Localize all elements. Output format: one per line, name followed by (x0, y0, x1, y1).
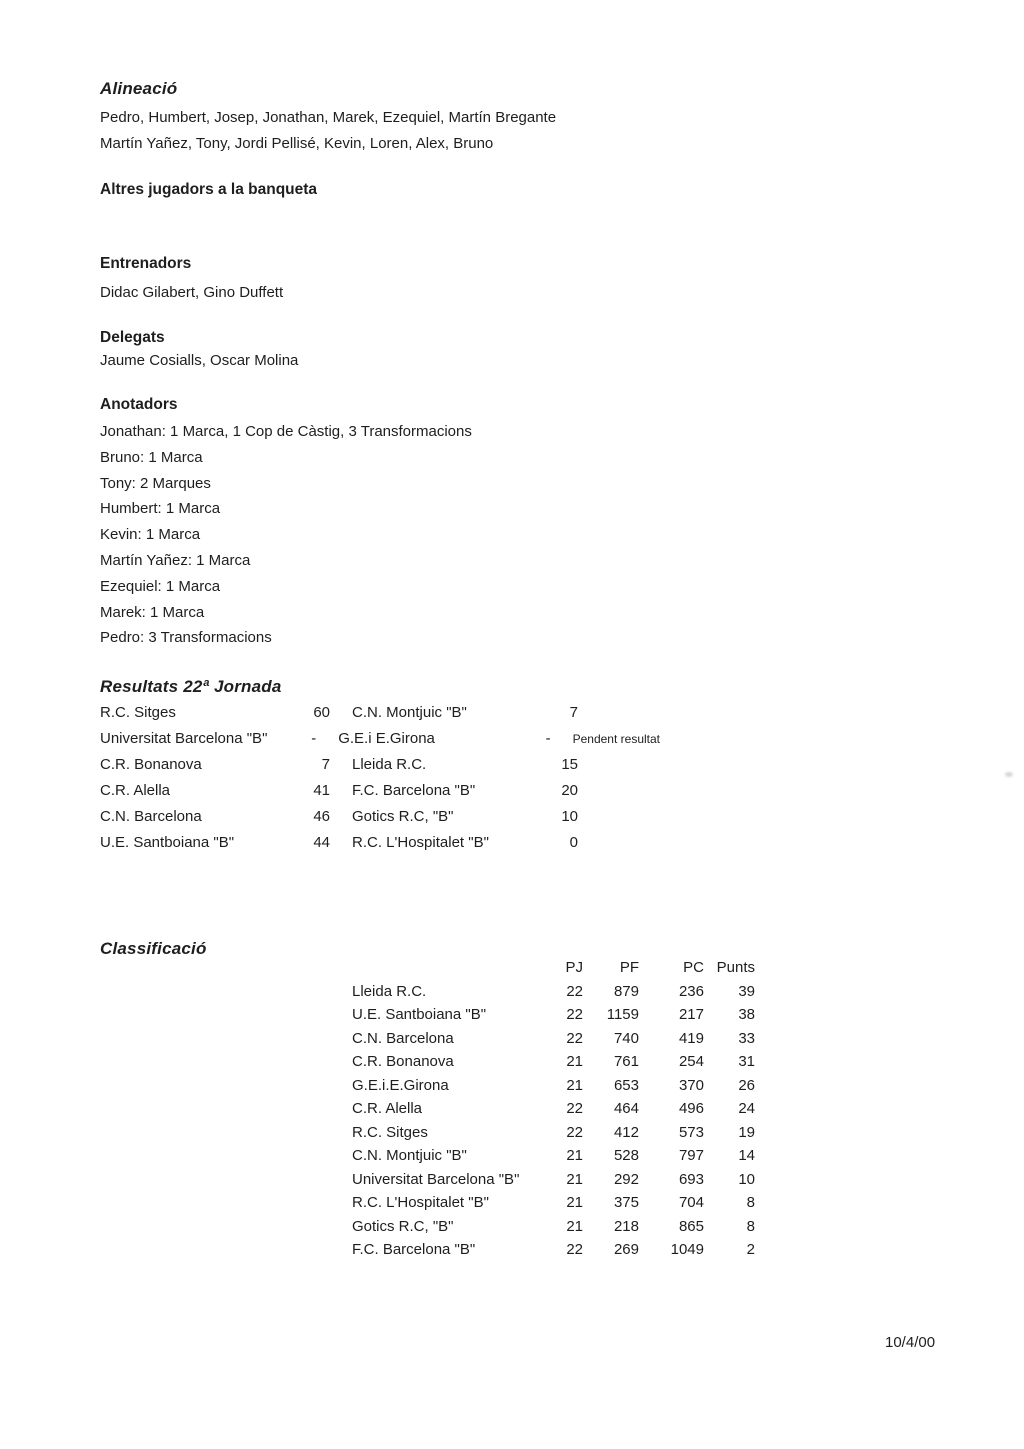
team-name: R.C. L'Hospitalet "B" (352, 1194, 489, 1212)
classification-table (352, 956, 772, 1262)
home-team: C.R. Bonanova (100, 756, 202, 774)
punts-value: 31 (738, 1053, 755, 1071)
result-row (100, 778, 660, 804)
pf-value: 740 (613, 1029, 639, 1047)
punts-value: 26 (738, 1076, 755, 1094)
home-score: 46 (313, 808, 330, 825)
banqueta-heading: Altres jugadors a la banqueta (100, 181, 318, 198)
anotador-line: Kevin: 1 Marca (100, 526, 201, 544)
col-header-pj: PJ (565, 959, 583, 977)
pf-value: 464 (613, 1100, 639, 1118)
pf-value: 653 (613, 1076, 639, 1094)
punts-value: 19 (738, 1123, 755, 1141)
punts-value: 8 (746, 1194, 755, 1212)
classification-row (352, 1074, 772, 1098)
away-team: G.E.i E.Girona (338, 730, 435, 748)
away-team: Gotics R.C, "B" (352, 808, 454, 825)
punts-value: 8 (746, 1217, 755, 1235)
pf-value: 269 (613, 1241, 639, 1259)
pc-value: 704 (678, 1194, 704, 1212)
pj-value: 22 (566, 982, 583, 1000)
pj-value: 21 (566, 1147, 583, 1165)
away-score: 15 (561, 756, 578, 774)
alineacio-line: Pedro, Humbert, Josep, Jonathan, Marek, Ezequiel, Martín Bregante (100, 109, 557, 126)
home-team: R.C. Sitges (100, 704, 176, 722)
pc-value: 254 (678, 1053, 704, 1071)
col-header-pc: PC (683, 959, 704, 977)
pc-value: 1049 (670, 1241, 704, 1259)
pj-value: 21 (566, 1076, 583, 1094)
punts-value: 39 (738, 982, 755, 1000)
anotador-line: Pedro: 3 Transformacions (100, 629, 272, 647)
away-score: 10 (561, 808, 578, 825)
punts-value: 24 (738, 1100, 755, 1118)
punts-value: 33 (738, 1029, 755, 1047)
classification-row (352, 1097, 772, 1121)
anotadors-heading: Anotadors (100, 396, 178, 413)
classificacio-heading: Classificació (100, 939, 207, 958)
team-name: C.R. Bonanova (352, 1053, 454, 1071)
pj-value: 21 (566, 1170, 583, 1188)
away-score: 7 (569, 704, 578, 722)
pending-result-note: Pendent resultat (572, 731, 661, 746)
pf-value: 218 (613, 1217, 639, 1235)
pj-value: 22 (566, 1029, 583, 1047)
punts-value: 2 (746, 1241, 755, 1259)
home-score: 60 (313, 704, 330, 722)
pc-value: 419 (678, 1029, 704, 1047)
scan-artifact (1005, 772, 1013, 777)
team-name: R.C. Sitges (352, 1123, 428, 1141)
anotador-line: Bruno: 1 Marca (100, 448, 203, 466)
home-team: C.N. Barcelona (100, 808, 202, 825)
pc-value: 573 (678, 1123, 704, 1141)
classification-row (352, 1050, 772, 1074)
home-score: 44 (313, 833, 330, 851)
classification-header-row (352, 956, 772, 980)
alineacio-line: Martín Yañez, Tony, Jordi Pellisé, Kevin, Loren, Alex, Bruno (100, 135, 494, 152)
pj-value: 21 (566, 1194, 583, 1212)
alineacio-heading: Alineació (100, 79, 178, 98)
classification-row (352, 1144, 772, 1168)
pj-value: 22 (566, 1123, 583, 1141)
punts-value: 10 (738, 1170, 755, 1188)
pc-value: 236 (678, 982, 704, 1000)
pj-value: 22 (566, 1241, 583, 1259)
anotadors-list (100, 419, 472, 651)
pj-value: 22 (566, 1100, 583, 1118)
result-row (100, 752, 660, 778)
team-name: C.N. Barcelona (352, 1029, 454, 1047)
entrenadors-names: Didac Gilabert, Gino Duffett (100, 284, 284, 301)
col-header-pf: PF (619, 959, 639, 977)
result-row (100, 726, 660, 752)
pf-value: 375 (613, 1194, 639, 1212)
home-team: Universitat Barcelona "B" (100, 730, 268, 748)
home-score: 41 (313, 782, 330, 800)
classification-row (352, 1121, 772, 1145)
away-team: F.C. Barcelona "B" (352, 782, 476, 800)
pj-value: 21 (566, 1053, 583, 1071)
team-name: C.R. Alella (352, 1100, 423, 1118)
col-header-punts: Punts (716, 959, 755, 977)
pf-value: 761 (613, 1053, 639, 1071)
away-team: R.C. L'Hospitalet "B" (352, 833, 489, 851)
away-team: C.N. Montjuic "B" (352, 704, 467, 722)
classification-row (352, 1168, 772, 1192)
pj-value: 22 (566, 1006, 583, 1024)
home-team: U.E. Santboiana "B" (100, 833, 235, 851)
pf-value: 879 (613, 982, 639, 1000)
pc-value: 865 (678, 1217, 704, 1235)
anotador-line: Ezequiel: 1 Marca (100, 577, 221, 595)
footer-date: 10/4/00 (885, 1334, 936, 1351)
classification-row (352, 1003, 772, 1027)
result-row (100, 829, 660, 855)
home-team: C.R. Alella (100, 782, 171, 800)
resultats-heading: Resultats 22ª Jornada (100, 677, 282, 696)
pf-value: 292 (613, 1170, 639, 1188)
result-row (100, 700, 660, 726)
anotador-line: Tony: 2 Marques (100, 474, 211, 492)
pc-value: 693 (678, 1170, 704, 1188)
away-score: 0 (569, 833, 578, 851)
team-name: Lleida R.C. (352, 982, 427, 1000)
pc-value: 370 (678, 1076, 704, 1094)
team-name: U.E. Santboiana "B" (352, 1006, 487, 1024)
anotador-line: Marek: 1 Marca (100, 603, 205, 621)
delegats-names: Jaume Cosialls, Oscar Molina (100, 352, 299, 369)
away-team: Lleida R.C. (352, 756, 427, 774)
pc-value: 797 (678, 1147, 704, 1165)
punts-value: 14 (738, 1147, 755, 1165)
home-score: - (311, 730, 317, 748)
punts-value: 38 (738, 1006, 755, 1024)
team-name: Universitat Barcelona "B" (352, 1170, 520, 1188)
anotador-line: Humbert: 1 Marca (100, 500, 221, 518)
away-score: - (545, 730, 551, 748)
classification-row (352, 980, 772, 1004)
delegats-heading: Delegats (100, 329, 165, 346)
away-score: 20 (561, 782, 578, 800)
classification-row (352, 1215, 772, 1239)
pj-value: 21 (566, 1217, 583, 1235)
classification-row (352, 1191, 772, 1215)
pf-value: 528 (613, 1147, 639, 1165)
pc-value: 496 (678, 1100, 704, 1118)
classification-row (352, 1238, 772, 1262)
team-name: F.C. Barcelona "B" (352, 1241, 476, 1259)
team-name: C.N. Montjuic "B" (352, 1147, 467, 1165)
pf-value: 1159 (606, 1006, 639, 1024)
anotador-line: Jonathan: 1 Marca, 1 Cop de Càstig, 3 Transformacions (100, 423, 472, 440)
results-table (100, 700, 660, 855)
pf-value: 412 (613, 1123, 639, 1141)
home-score: 7 (321, 756, 330, 774)
entrenadors-heading: Entrenadors (100, 255, 192, 272)
result-row (100, 804, 660, 830)
pc-value: 217 (678, 1006, 704, 1024)
team-name: Gotics R.C, "B" (352, 1217, 454, 1235)
anotador-line: Martín Yañez: 1 Marca (100, 551, 251, 569)
classification-row (352, 1027, 772, 1051)
team-name: G.E.i.E.Girona (352, 1076, 449, 1094)
